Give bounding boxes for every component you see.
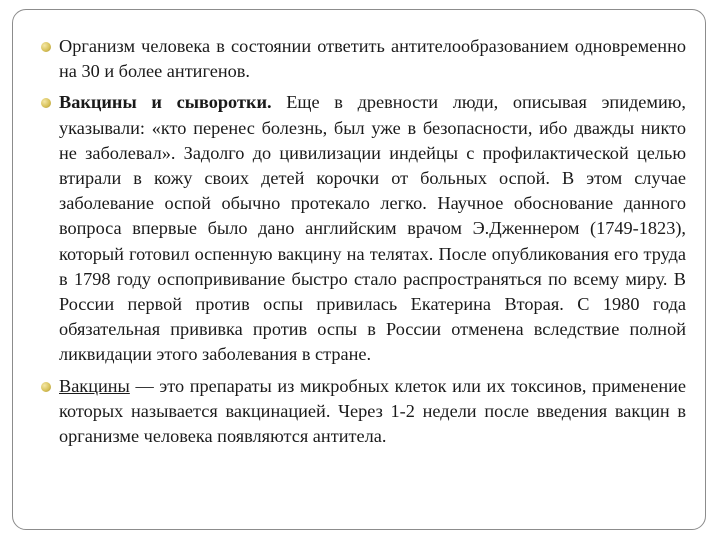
slide-content xyxy=(41,34,686,449)
bullet-item-vaccines-serums xyxy=(41,90,686,367)
bullet-item-antibodies xyxy=(41,34,686,84)
slide-frame xyxy=(12,9,706,530)
bullet-dot-icon xyxy=(41,382,51,392)
bullet-text: — это препараты из микробных клеток или их токсинов, применение которых называется вакцинацией. Через 1-2 недели после введения вакцин в организме человека появляются антитела. xyxy=(59,375,686,447)
bullet-text: Еще в древности люди, описывая эпидемию, указывали: «кто перенес болезнь, был уже в безопасности, ибо дважды никто не заболевал». Задолго до цивилизации индейцы с профилактической целью втирали в кожу своих детей корочки от больных оспой. В этом случае заболевание оспой обычно протекало легко. Научное обоснование данного вопроса впервые было дано английским врачом Э.Дженнером (1749-1823), который готовил оспенную вакцину на телятах. После опубликования его труда в 1798 году оспопрививание быстро стало распространяться по всему миру. В России первой против оспы привилась Екатерина Вторая. С 1980 года обязательная прививка против оспы в России отменена вследствие полной ликвидации этого заболевания в стране. xyxy=(59,92,686,365)
bullet-dot-icon xyxy=(41,42,51,52)
bullet-lead: Вакцины xyxy=(59,375,130,396)
bullet-dot-icon xyxy=(41,98,51,108)
bullet-lead: Вакцины и сыворотки. xyxy=(59,92,272,113)
bullet-item-vaccine-definition xyxy=(41,374,686,450)
bullet-text: Организм человека в состоянии ответить антителообразованием одновременно на 30 и более антигенов. xyxy=(59,36,686,82)
